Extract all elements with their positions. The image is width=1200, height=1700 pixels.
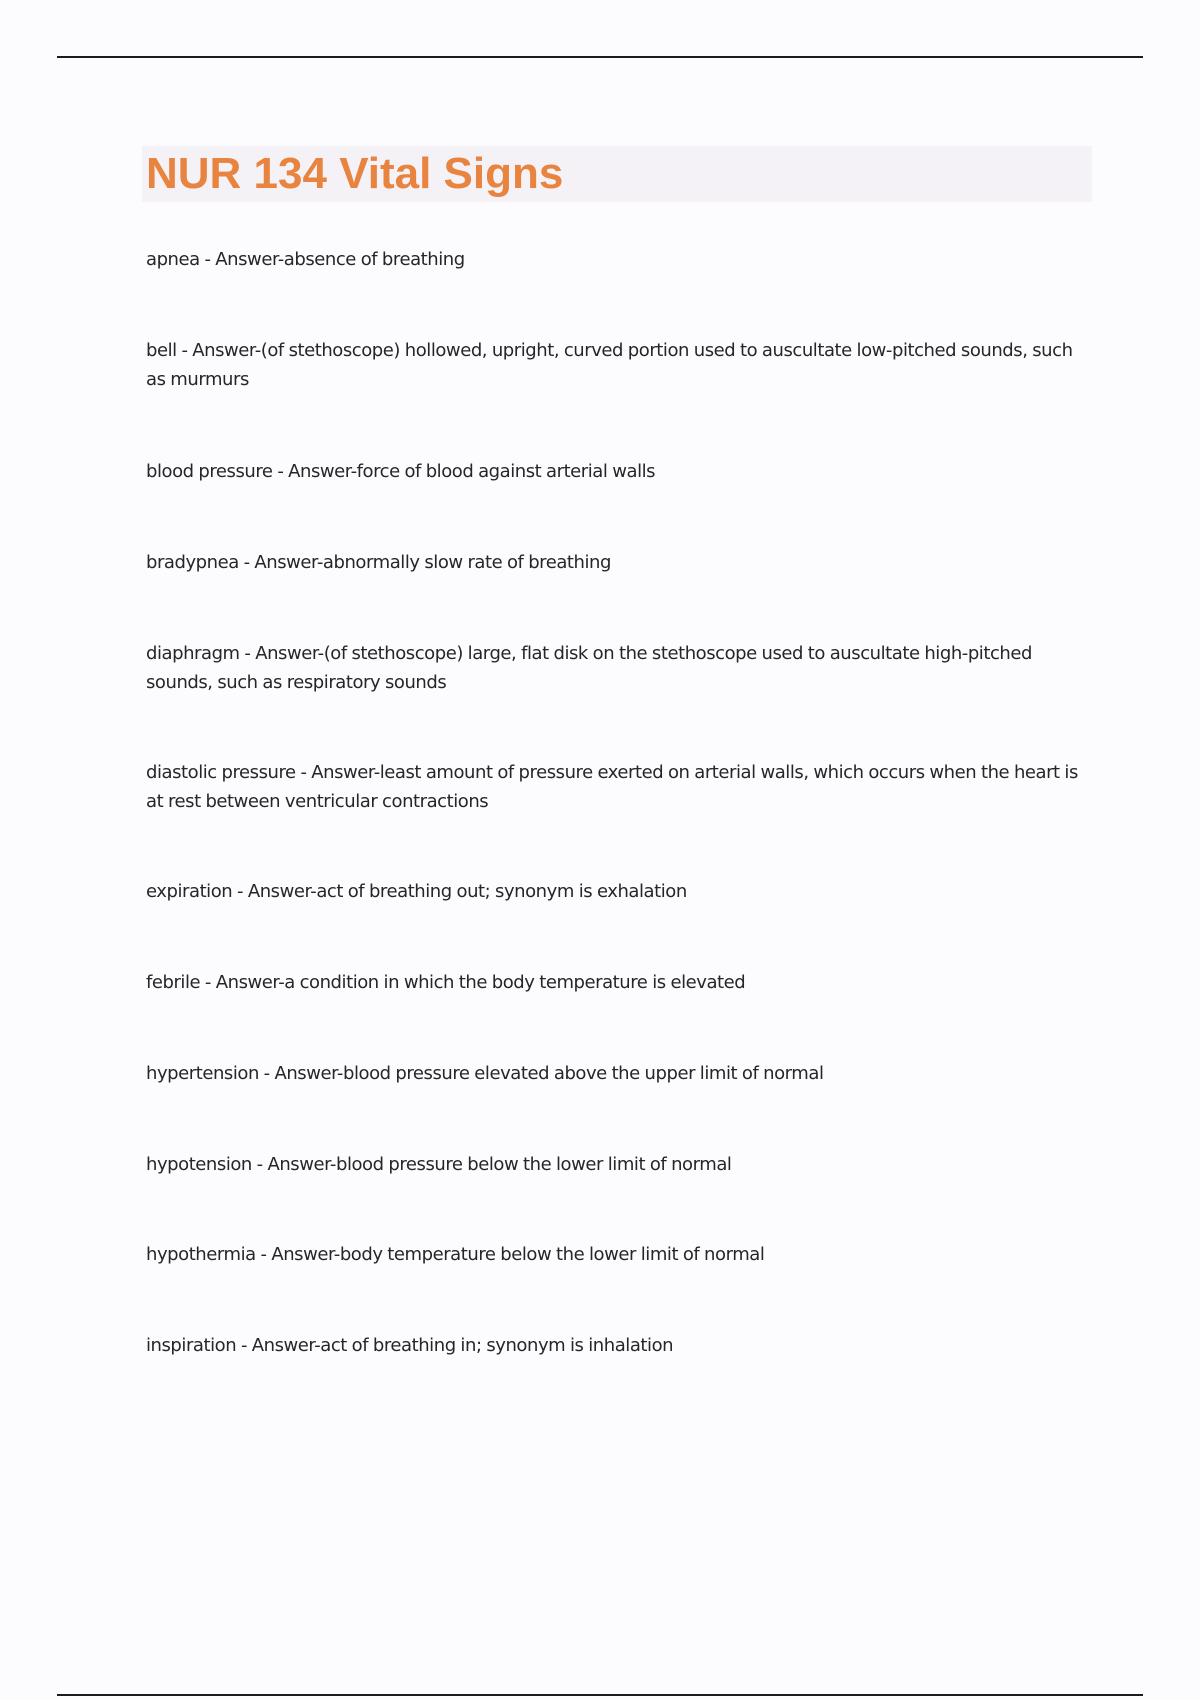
footer-rule	[57, 1694, 1143, 1696]
header-rule	[57, 56, 1143, 58]
entry-diastolic-pressure: diastolic pressure - Answer-least amount of pressure exerted on arterial walls, which occurs when the heart is at rest between ventricular contractions	[146, 762, 1078, 812]
entry-hypothermia: hypothermia - Answer-body temperature below the lower limit of normal	[146, 1244, 765, 1265]
page-title: NUR 134 Vital Signs	[146, 149, 564, 198]
entry-diaphragm: diaphragm - Answer-(of stethoscope) large, flat disk on the stethoscope used to auscultate high-pitched sounds, such as respiratory sounds	[146, 643, 1032, 693]
entry-hypertension: hypertension - Answer-blood pressure elevated above the upper limit of normal	[146, 1063, 824, 1084]
entry-expiration: expiration - Answer-act of breathing out; synonym is exhalation	[146, 881, 687, 902]
entry-bell: bell - Answer-(of stethoscope) hollowed, upright, curved portion used to auscultate low-pitched sounds, such as murmurs	[146, 340, 1073, 390]
entry-inspiration: inspiration - Answer-act of breathing in; synonym is inhalation	[146, 1335, 674, 1356]
entry-apnea: apnea - Answer-absence of breathing	[146, 249, 465, 270]
entry-febrile: febrile - Answer-a condition in which the body temperature is elevated	[146, 972, 746, 993]
entry-hypotension: hypotension - Answer-blood pressure below the lower limit of normal	[146, 1154, 732, 1175]
entry-blood-pressure: blood pressure - Answer-force of blood against arterial walls	[146, 461, 656, 482]
entry-bradypnea: bradypnea - Answer-abnormally slow rate of breathing	[146, 552, 611, 573]
